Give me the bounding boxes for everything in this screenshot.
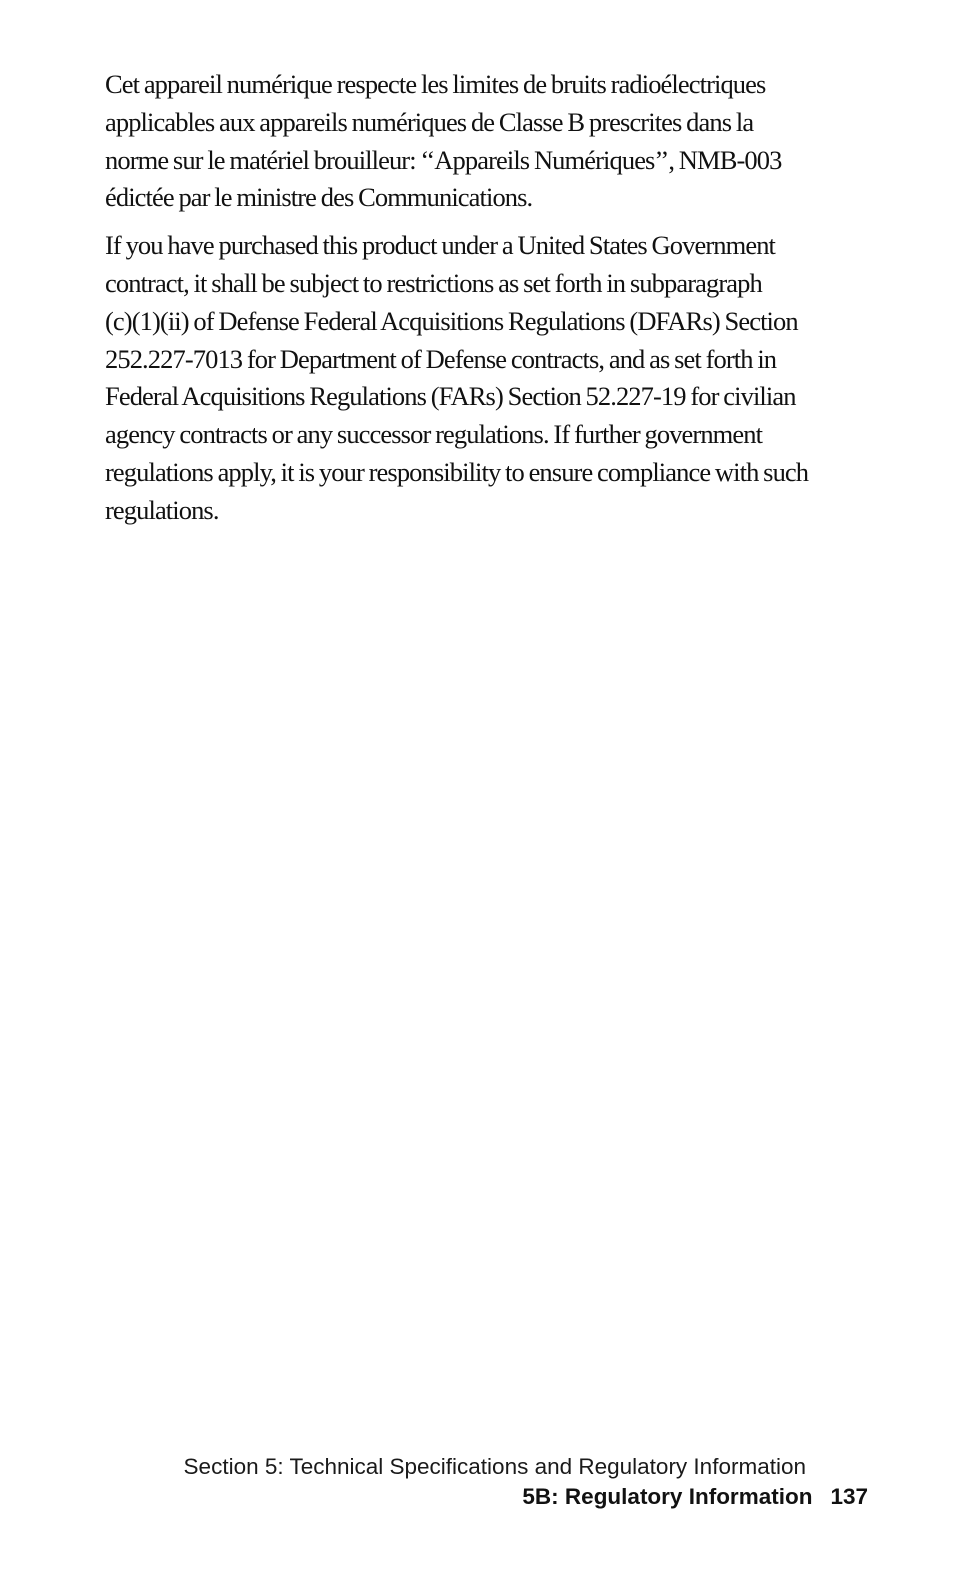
document-body (105, 66, 830, 540)
footer-subsection-line (184, 1482, 868, 1512)
footer-subsection-title: 5B: Regulatory Information (522, 1484, 813, 1509)
page-footer (184, 1451, 868, 1512)
paragraph-government-restrictions: If you have purchased this product under a United States Government contract, it shall be subject to restrictions as set forth in subparagraph (c)(1)(ii) of Defense Federal Acquisitions Regulations (DFARs) Section 252.227-7013 for Department of Defense contracts, and as set forth in Federal Acquisitions Regulations (FARs) Section 52.227-19 for civilian agency contracts or any successor regulations. If further government regulations apply, it is your responsibility to ensure compliance with such regulations. (105, 230, 809, 525)
footer-section-title: Section 5: Technical Specifications and Regulatory Information (183, 1454, 806, 1479)
page-number: 137 (830, 1484, 868, 1509)
paragraph-canadian-notice: Cet appareil numérique respecte les limites de bruits radioélectriques applicables aux appareils numériques de Classe B prescrites dans la norme sur le matériel brouilleur: ‘‘Appareils Numériques’’, NMB-003 édictée par le ministre des Communications. (105, 69, 782, 213)
